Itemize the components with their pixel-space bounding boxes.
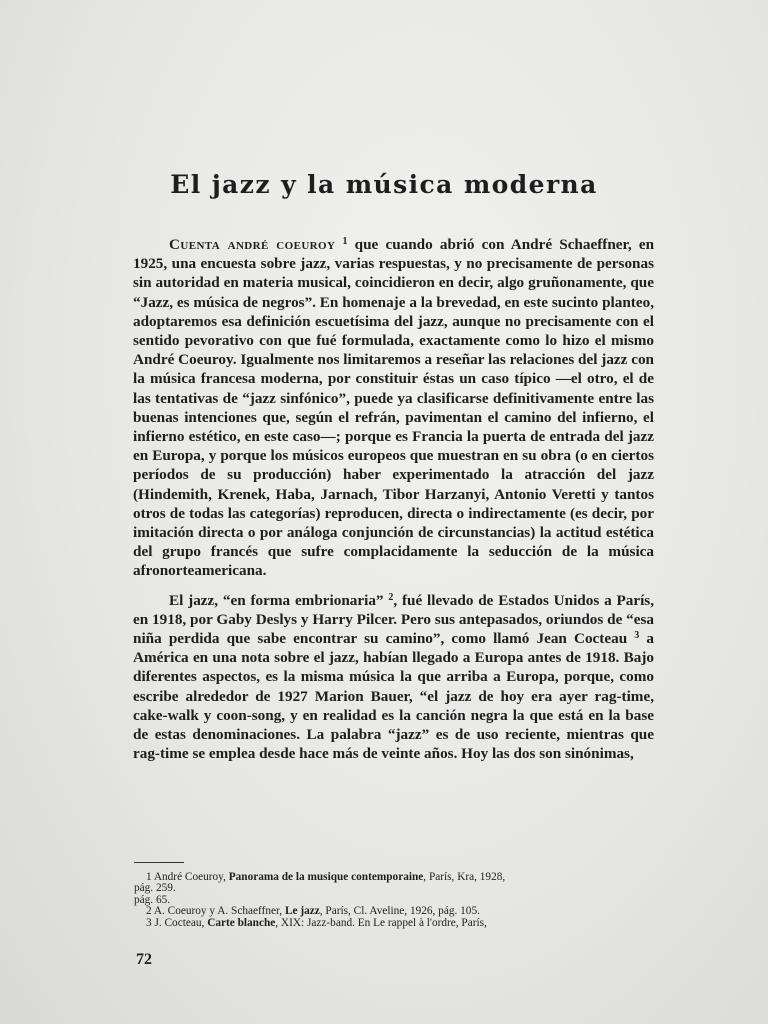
paragraph-2-part-3: a América en una nota sobre el jazz, habían llegado a Europa antes de 1918. Bajo diferentes aspectos, es la misma música la que arriba a Europa, porque, como escribe alrededor de 1927 Marion Bauer, “el jazz de hoy era ayer rag-time, cake-walk y coon-song, y en realidad es la canción negra la que está en la base de estas denominaciones. La palabra “jazz” es de uso reciente, mientras que rag-time se emplea desde hace más de veinte años. Hoy las dos son sinónimas, bbox=[133, 630, 655, 763]
paragraph-2-part-2: , fué llevado de Estados Unidos a París, en 1918, por Gaby Deslys y Harry Pilcer. Pero sus antepasados, oriundos de “esa niña perdida que sabe encontrar su camino”, como llamó Jean Cocteau bbox=[133, 591, 655, 648]
paragraph-1-text: que cuando abrió con André Schaeffner, en 1925, una encuesta sobre jazz, varias respuestas, y no precisamente de personas sin autoridad en materia musical, coincidieron en decir, algo gruñonamente, que “Jazz, es música de negros”. En homenaje a la brevedad, en este sucinto planteo, adoptaremos esa definición escuetísima del jazz, aunque no precisamente con el sentido pevorativo con que fué formulada, exactamente como lo hizo el mismo André Coeuroy. Igualmente nos limitaremos a reseñar las relaciones del jazz con la música francesa moderna, por constituir éstas un caso típico —el otro, el de las tentativas de “jazz sinfónico”, puede ya clasificarse definitivamente entre las buenas intenciones que, según el refrán, pavimentan el camino del infierno, el infierno estético, en este caso—; porque es Francia la puerta de entrada del jazz en Europa, y porque los músicos europeos que muestran en su obra (o en ciertos períodos de su producción) haber experimentado la atracción del jazz (Hindemith, Krenek, Haba, Jarnach, Tibor Harzanyi, Antonio Veretti y tantos otros de todas las categorías) reproducen, directa o indirectamente (es decir, por imitación directa o por análoga conjunción de circunstancias) la actitud estética del grupo francés que sufre complacidamente la seducción de la música afronorteamericana. bbox=[133, 236, 655, 580]
footnote-3-book-title: Carte blanche bbox=[207, 916, 276, 929]
page-number: 72 bbox=[136, 951, 152, 968]
footnote-ref-2: 2 bbox=[388, 591, 394, 603]
chapter-title: El jazz y la música moderna bbox=[170, 170, 598, 199]
footnote-ref-1: 1 bbox=[342, 236, 348, 247]
paragraph-2-part-1: El jazz, “en forma embrionaria” bbox=[169, 591, 384, 609]
footnote-2: 2 A. Coeuroy y A. Schaeffner, Le jazz, París, Cl. Aveline, 1926, pág. 105. bbox=[146, 905, 480, 918]
footnote-1-page-2: pág. 65. bbox=[134, 893, 171, 906]
footnote-divider bbox=[134, 862, 184, 863]
paragraph-2 bbox=[133, 591, 654, 764]
footnote-1: 1 André Coeuroy, Panorama de la musique contemporaine, París, Kra, 1928, bbox=[146, 871, 506, 883]
footnote-1-book-title: Panorama de la musique contemporaine bbox=[228, 871, 424, 883]
lead-author-small-caps: Cuenta andré coeuroy bbox=[169, 236, 336, 253]
footnote-2-book-title: Le jazz bbox=[284, 905, 320, 918]
footnote-3: 3 J. Cocteau, Carte blanche, XIX: Jazz-band. En Le rappel à l'ordre, París, bbox=[146, 916, 487, 929]
body-text bbox=[133, 235, 654, 763]
footnote-1-page: pág. 259. bbox=[134, 882, 176, 895]
footnotes bbox=[134, 872, 654, 929]
paragraph-1 bbox=[133, 235, 654, 581]
footnote-ref-3: 3 bbox=[634, 630, 640, 642]
